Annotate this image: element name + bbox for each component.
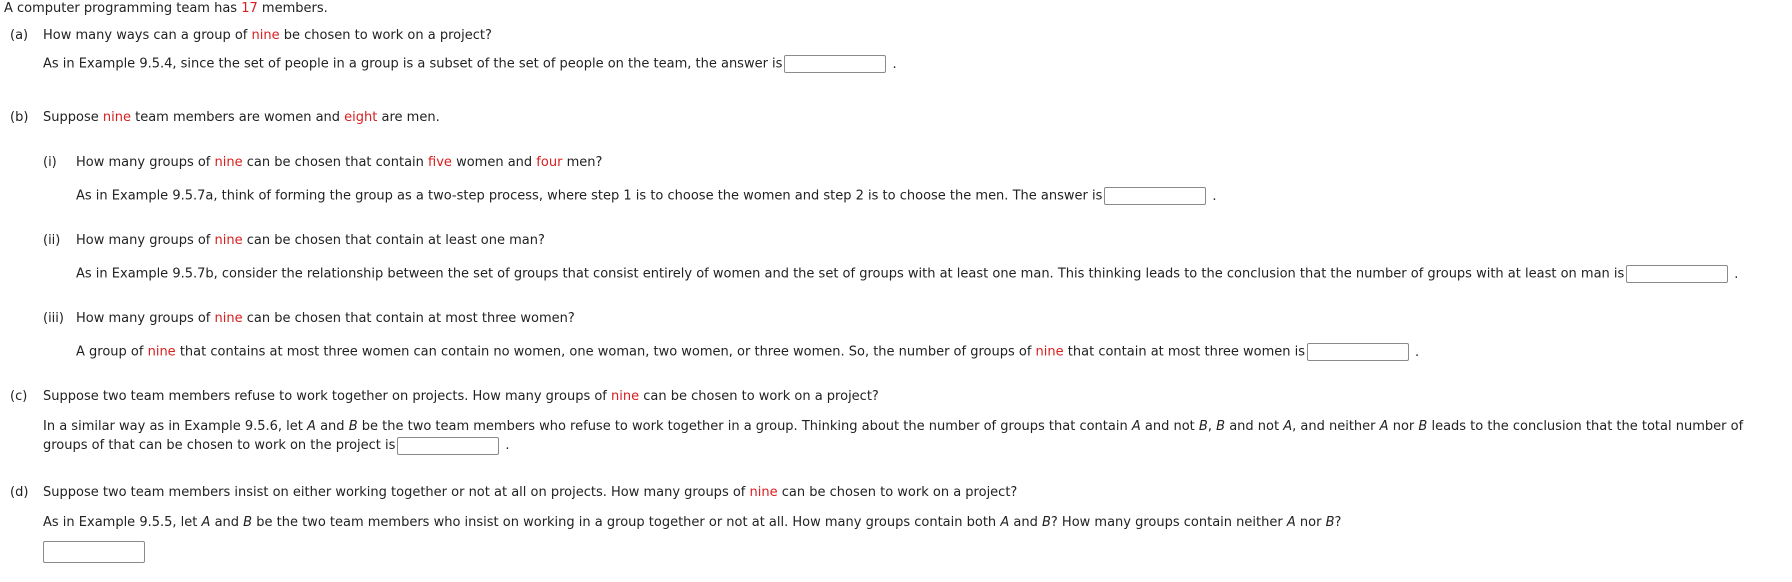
part-c-label: (c) (10, 389, 28, 404)
part-b-ii-hint: As in Example 9.5.7b, consider the relationship between the set of groups that consist entirely of women and the set of groups with at least one man. This thinking leads to the conclusion that the number of groups with at least on man is . (76, 266, 1739, 282)
part-b-question: Suppose nine team members are women and eight are men. (43, 110, 440, 125)
answer-d-input[interactable] (43, 541, 145, 563)
part-a-label: (a) (10, 28, 29, 43)
part-d-label: (d) (10, 485, 29, 500)
part-b-i-label: (i) (43, 155, 57, 170)
answer-b-ii-input[interactable] (1626, 265, 1728, 283)
part-b-iii-question: How many groups of nine can be chosen that contain at most three women? (76, 311, 575, 326)
answer-a-input[interactable] (784, 55, 886, 73)
part-b-iii-label: (iii) (43, 311, 64, 326)
part-b-ii-question: How many groups of nine can be chosen that contain at least one man? (76, 233, 545, 248)
part-a-question: How many ways can a group of nine be chosen to work on a project? (43, 28, 492, 43)
part-d-hint: As in Example 9.5.5, let A and B be the two team members who insist on working in a group together or not at all. How many groups contain both A and B? How many groups contain neither A nor B? (43, 515, 1342, 530)
part-b-ii-label: (ii) (43, 233, 61, 248)
answer-c-input[interactable] (397, 437, 499, 455)
answer-b-i-input[interactable] (1104, 187, 1206, 205)
team-size: 17 (241, 1, 258, 16)
part-b-i-question: How many groups of nine can be chosen that contain five women and four men? (76, 155, 603, 170)
intro-text: A computer programming team has 17 members. (4, 1, 328, 16)
part-c-hint: In a similar way as in Example 9.5.6, let A and B be the two team members who refuse to work together in a group. Thinking about the number of groups that contain A and not B, B and not A, and neither A nor B leads to the conclusion that the total number of groups of that can be chosen to work on the project is . (43, 419, 1744, 453)
part-c-question: Suppose two team members refuse to work together on projects. How many groups of nine can be chosen to work on a project? (43, 389, 879, 404)
part-d-question: Suppose two team members insist on either working together or not at all on projects. How many groups of nine can be chosen to work on a project? (43, 485, 1018, 500)
part-a-hint: As in Example 9.5.4, since the set of people in a group is a subset of the set of people on the team, the answer is . (43, 56, 897, 72)
part-d-answer-row (41, 541, 147, 563)
answer-b-iii-input[interactable] (1307, 343, 1409, 361)
part-b-label: (b) (10, 110, 29, 125)
part-b-i-hint: As in Example 9.5.7a, think of forming the group as a two-step process, where step 1 is to choose the women and step 2 is to choose the men. The answer is . (76, 188, 1217, 204)
part-b-iii-hint: A group of nine that contains at most three women can contain no women, one woman, two women, or three women. So, the number of groups of nine that contain at most three women is . (76, 344, 1420, 360)
